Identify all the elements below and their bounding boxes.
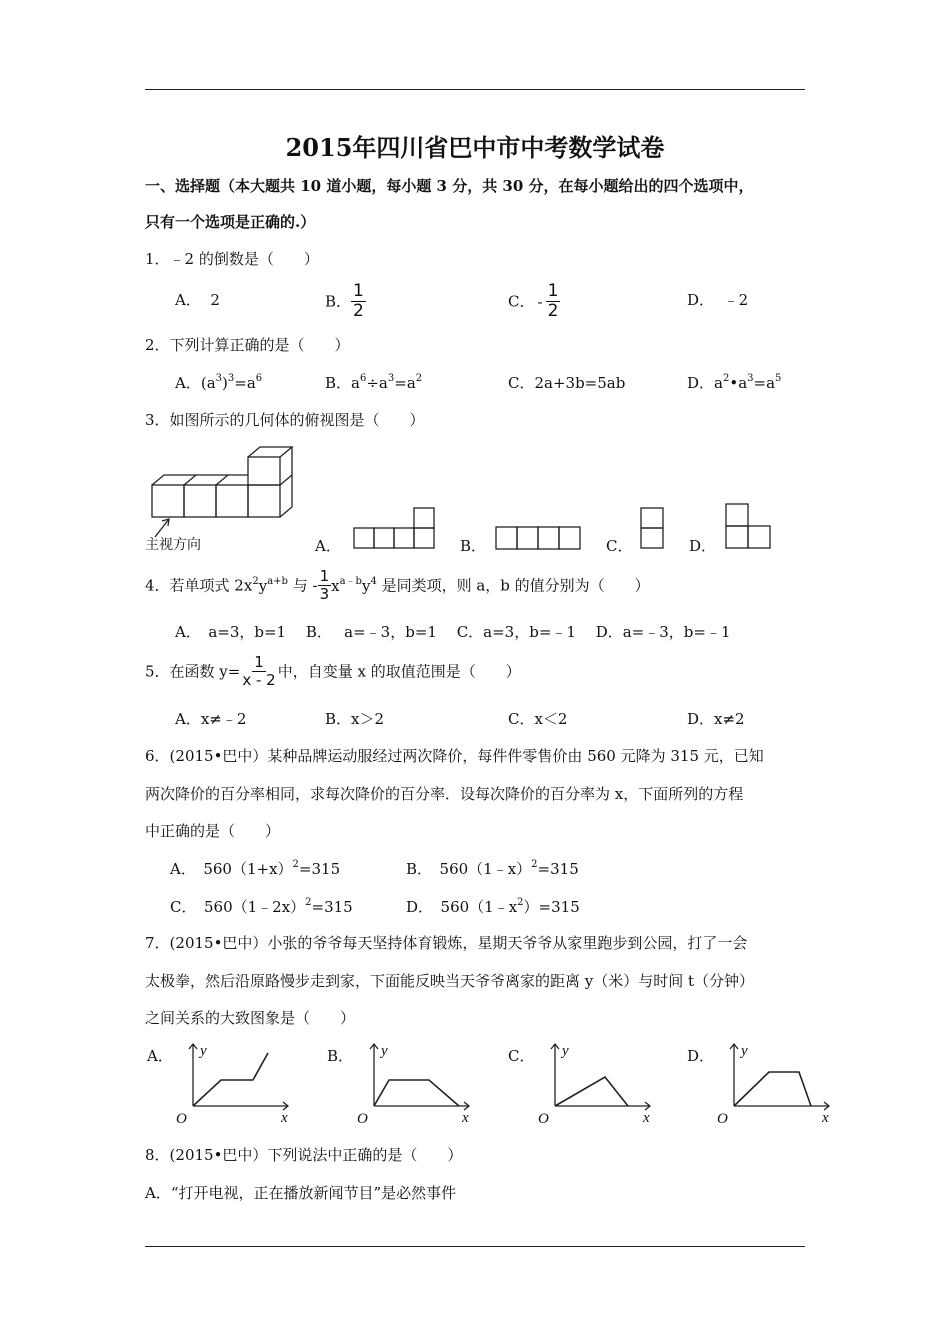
q6-option-b: B． 560（1﹣x）$^2$=315 bbox=[406, 859, 579, 878]
q1-option-d: D． ﹣2 bbox=[687, 291, 749, 309]
q7-b-y-axis: y bbox=[381, 1043, 388, 1059]
q8-option-a: A．“打开电视，正在播放新闻节目”是必然事件 bbox=[145, 1184, 457, 1202]
top-rule bbox=[145, 89, 805, 90]
q7-b-x-axis: x bbox=[462, 1110, 469, 1126]
q2-option-c: C．2a+3b=5ab bbox=[508, 374, 626, 392]
q1-option-b: B． $\frac{1}{2}$ bbox=[325, 281, 364, 321]
q1-option-a: A． 2 bbox=[175, 291, 220, 309]
q7-a-x-axis: x bbox=[281, 1110, 288, 1126]
section-heading-line2: 只有一个选项是正确的.） bbox=[145, 213, 316, 231]
q3-option-a-label: A． bbox=[315, 537, 341, 555]
q7-graph-b bbox=[354, 1040, 479, 1125]
q6-option-d: D． $560(1﹣x^2)=315$ bbox=[406, 897, 580, 916]
q3-option-d-label: D． bbox=[689, 537, 717, 555]
q5-stem: 5．在函数 y= $\frac{1}{x - 2}$ 中，自变量 x 的取值范围是（ ） bbox=[145, 653, 521, 689]
q3-stem: 3．如图所示的几何体的俯视图是（ ） bbox=[145, 411, 425, 429]
q7-stem-line1: 7．(2015•巴中）小张的爷爷每天坚持体育锻炼，星期天爷爷从家里跑步到公园，打了一会 bbox=[145, 934, 748, 952]
q3-option-b-label: B． bbox=[460, 537, 487, 555]
q7-option-a-label: A． bbox=[147, 1047, 173, 1065]
q5-option-d: D．x≠2 bbox=[687, 710, 745, 728]
q3-option-b-figure bbox=[496, 527, 582, 551]
q6-option-a: A． $560(1+x)^2=315$ bbox=[170, 859, 341, 878]
q7-option-d-label: D． bbox=[687, 1047, 715, 1065]
q7-option-b-label: B． bbox=[327, 1047, 354, 1065]
q7-b-origin: O bbox=[357, 1111, 368, 1127]
q3-option-d-figure bbox=[726, 504, 772, 550]
q3-direction-label: 主视方向 bbox=[145, 537, 201, 553]
q7-c-origin: O bbox=[538, 1111, 549, 1127]
q7-graph-c bbox=[535, 1040, 660, 1125]
q7-c-x-axis: x bbox=[643, 1110, 650, 1126]
q7-graph-a bbox=[173, 1040, 298, 1125]
q2-option-b: B．$a^6\div a^3=a^2$ bbox=[325, 373, 423, 392]
q7-d-y-axis: y bbox=[741, 1043, 748, 1059]
q7-d-origin: O bbox=[717, 1111, 728, 1127]
q4-stem: 4．若单项式 $2x^2y^{a+b}$ 与 - $\frac{1}{3}$ $x^{a﹣b}y^4$ 是同类项，则 a，b 的值分别为（ ） bbox=[145, 567, 650, 603]
q7-option-c-label: C． bbox=[508, 1047, 535, 1065]
q2-stem: 2．下列计算正确的是（ ） bbox=[145, 336, 350, 354]
q1-stem: 1．﹣2 的倒数是（ ） bbox=[145, 250, 319, 268]
q6-stem-line3: 中正确的是（ ） bbox=[145, 822, 281, 840]
q7-d-x-axis: x bbox=[822, 1110, 829, 1126]
q2-option-a: A．$(a^3)^3=a^6$ bbox=[175, 373, 263, 392]
q7-c-y-axis: y bbox=[562, 1043, 569, 1059]
q5-option-a: A．x≠﹣2 bbox=[175, 710, 247, 728]
q3-option-a-figure bbox=[354, 508, 436, 550]
q7-graph-d bbox=[714, 1040, 839, 1125]
q7-a-origin: O bbox=[176, 1111, 187, 1127]
q5-option-b: B．x＞2 bbox=[325, 710, 385, 728]
q8-stem: 8．(2015•巴中）下列说法中正确的是（ ） bbox=[145, 1146, 463, 1164]
q7-stem-line2: 太极拳，然后沿原路慢步走到家，下面能反映当天爷爷离家的距离 y（米）与时间 t（分钟） bbox=[145, 972, 755, 990]
section-heading-line1: 一、选择题（本大题共 10 道小题，每小题 3 分，共 30 分，在每小题给出的四个选项中， bbox=[145, 177, 754, 195]
q7-stem-line3: 之间关系的大致图象是（ ） bbox=[145, 1009, 356, 1027]
q6-stem-line1: 6．(2015•巴中）某种品牌运动服经过两次降价，每件件零售价由 560 元降为 315 元，已知 bbox=[145, 747, 764, 765]
q4-options: A． a=3，b=1 B． a=﹣3，b=1 C．a=3，b=﹣1 D．a=﹣3，b=﹣1 bbox=[175, 623, 731, 641]
q1-option-c: C． - $\frac{1}{2}$ bbox=[508, 281, 559, 321]
q2-option-d: D．$a^2•a^3=a^5$ bbox=[687, 373, 782, 392]
q6-stem-line2: 两次降价的百分率相同，求每次降价的百分率．设每次降价的百分率为 x，下面所列的方程 bbox=[145, 785, 744, 803]
page-title: 2015年四川省巴中市中考数学试卷 bbox=[285, 133, 665, 162]
q5-option-c: C．x＜2 bbox=[508, 710, 568, 728]
bottom-rule bbox=[145, 1246, 805, 1247]
q7-a-y-axis: y bbox=[200, 1043, 207, 1059]
q3-option-c-label: C． bbox=[606, 537, 633, 555]
q3-option-c-figure bbox=[641, 508, 665, 550]
q6-option-c: C． 560（1﹣2x）$^2$=315 bbox=[170, 897, 353, 916]
q3-solid-figure bbox=[145, 445, 305, 555]
